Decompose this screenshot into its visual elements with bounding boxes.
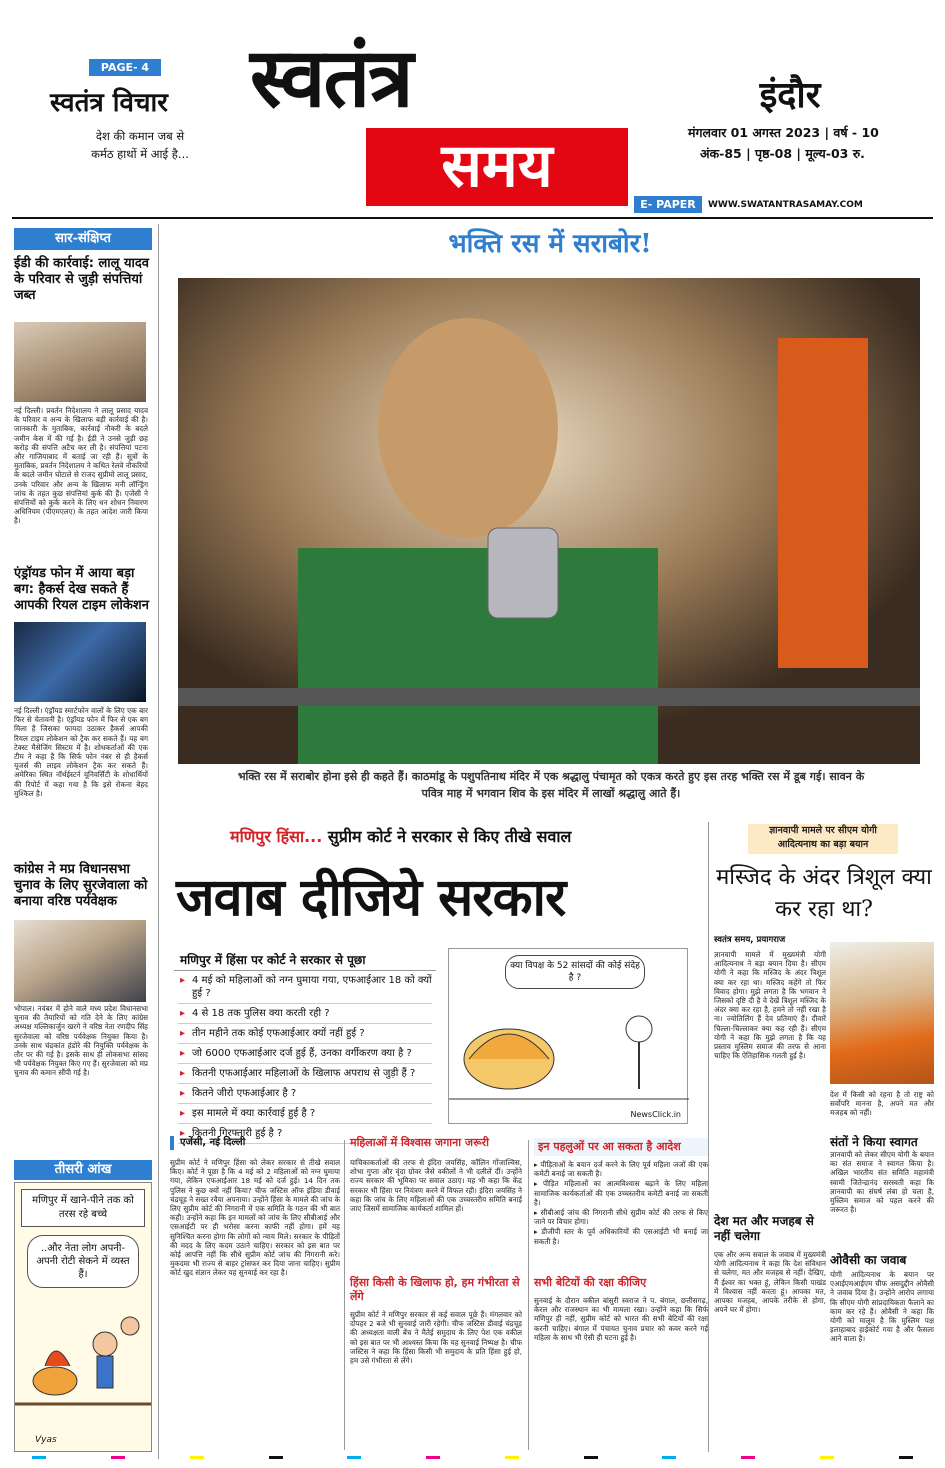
lead-kicker-red: मणिपुर हिंसा...	[230, 827, 323, 846]
cartoon-bubble: ..और नेता लोग अपनी-अपनी रोटी सेकने में व्यस्त हैं।	[27, 1235, 139, 1288]
order-item: ▸ सीबीआई जांच की निगरानी सीधे सुप्रीम कोर्ट की तरफ से किए जाने पर विचार होगा।	[534, 1208, 708, 1227]
lead-cartoon-drawing	[449, 949, 689, 1125]
lead-col-divider-1	[344, 1140, 345, 1450]
lead-cartoon-credit: NewsClick.in	[630, 1110, 681, 1119]
epaper-label[interactable]: E- PAPER	[634, 196, 702, 213]
right-col-divider	[708, 822, 709, 1452]
question-item: ▸ 4 से 18 तक पुलिस क्या करती रही ?	[178, 1004, 432, 1024]
masthead-bottom-box	[366, 128, 628, 206]
lalu-photo	[14, 322, 146, 402]
lead-col-divider-2	[528, 1140, 529, 1450]
right-col-d: ज्ञानवापी को लेकर सीएम योगी के बयान का संत समाज ने स्वागत किया है। अखिल भारतीय संत समिति महामंत्री स्वामी जितेन्द्रानंद सरस्वती कहा कि ज्ञानवापी का संघर्ष लंबा हो चला है, मुस्लिम समाज को पहल करने की जरूरत है।	[830, 1150, 934, 1215]
order-item: ▸ पीड़ित महिलाओं का आत्मविश्वास बढ़ाने के लिए महिला सामाजिक कार्यकर्ताओं की एक उच्चस्तरीय कमेटी बनाई जा सकती है।	[534, 1179, 708, 1207]
edition-city: इंदौर	[759, 74, 821, 116]
section-title: स्वतंत्र विचार	[50, 88, 168, 118]
order-item: ▸ पीड़िताओं के बयान दर्ज करने के लिए पूर्व महिला जजों की एक कमेटी बनाई जा सकती है।	[534, 1160, 708, 1179]
question-item: ▸ कितनी एफआईआर महिलाओं के खिलाफ अपराध से जुड़ी हैं ?	[178, 1064, 432, 1084]
right-col-a: ज्ञानवापी मामले में मुख्यमंत्री योगी आदित्यनाथ ने बड़ा बयान दिया है। सीएम योगी ने कहा कि मस्जिद के अंदर त्रिशूल क्या कर रहा था। मस्जिद कहेंगे तो फिर विवाद होगा। मुझे लगता है कि भगवान ने जिसको दृष्टि दी है वे देखें त्रिशूल मस्जिद के अंदर क्या कर रहा है, हमने तो नहीं रखा है ना। ज्योतिलिंग हैं देव प्रतिमाएं हैं। दीवारें चिल्ला-चिल्लाकर क्या कह रही हैं। सीएम योगी ने कहा कि मुझे लगता है कि यह प्रस्ताव मुस्लिम समाज की तरफ से आना चाहिए कि ऐतिहासिक गलती हुई है।	[714, 950, 826, 1061]
cartoon-drawing	[15, 1296, 151, 1416]
sidebar-story-2-body: नई दिल्ली। एंड्रॉयड स्मार्टफोन वालों के लिए एक बार फिर से चेतावनी है। एंड्रॉयड फोन में फिर से एक बग मिला है जिसका फायदा उठाकर हैकर्स आपकी रियल टाइम लोकेशन को ट्रैक कर सकते हैं। यह बग टेक्स्ट मैसेजिंग सिस्टम में है। शोधकर्ताओं की एक टीम ने कहा है कि सिर्फ फोन नंबर से ही हैकर्स यूजर्स की लाइव लोकेशन ट्रैक कर सकते हैं। अमेरिका स्थित नॉर्थईस्टर्न यूनिवर्सिटी के शोधार्थियों की रिपोर्ट में कहा गया है कि इसे रोकना बेहद मुश्किल है।	[14, 706, 148, 798]
cartoon-label: तीसरी आंख	[14, 1160, 152, 1180]
lead-cartoon	[448, 948, 688, 1124]
lead-kicker-rest: सुप्रीम कोर्ट ने सरकार से किए तीखे सवाल	[322, 827, 572, 846]
date-line: मंगलवार 01 अगस्त 2023 | वर्ष - 10	[688, 125, 879, 140]
right-byline: स्वतंत्र समय, प्रयागराज	[714, 935, 786, 945]
page-label: PAGE- 4	[89, 59, 161, 76]
questions-box	[174, 950, 436, 1139]
lead-photo-art	[178, 278, 920, 764]
sidebar-divider	[158, 224, 159, 1459]
cartoon-signature: Vyas	[35, 1435, 57, 1445]
right-col-b: एक और अन्य सवाल के जवाब में मुख्यमंत्री योगी आदित्यनाथ ने कहा कि देश संविधान से चलेगा, मत और मजहब से नहीं। देखिए, मैं ईश्वर का भक्त हूं, लेकिन किसी पाखंड में विश्वास नहीं करता हूं। आपका मत, आपका मजहब, आपके तरीके से होगा, अपने घर में होगा।	[714, 1250, 826, 1315]
question-item: ▸ 4 मई को महिलाओं को नग्न घुमाया गया, एफआईआर 18 को क्यों हुई ?	[178, 971, 432, 1004]
questions-list	[174, 971, 436, 1144]
cartoon-caption: मणिपुर में खाने-पीने तक को तरस रहे बच्चे	[21, 1189, 145, 1227]
photo-caption: भक्ति रस में सराबोर होना इसे ही कहते हैं। काठमांडू के पशुपतिनाथ मंदिर में एक श्रद्धालु पंचामृत को एकत्र करते हुए इस तरह भक्ति रस में डूब गई। सावन के पवित्र माह में भगवान शिव के इस मंदिर में लाखों श्रद्धालु आते हैं।	[237, 770, 865, 800]
section-sub-1: देश की कमान जब से	[95, 129, 185, 143]
photo-title: भक्ति रस में सराबोर!	[448, 229, 652, 259]
questions-title: मणिपुर में हिंसा पर कोर्ट ने सरकार से पूछा	[174, 950, 436, 971]
registration-marks	[0, 1456, 945, 1462]
question-item: ▸ जो 6000 एफआईआर दर्ज हुई हैं, उनका वर्गीकरण क्या है ?	[178, 1044, 432, 1064]
question-item: ▸ कितनी गिरफ्तारी हुई है ?	[178, 1124, 432, 1144]
sidebar-story-2-headline[interactable]: एंड्रॉयड फोन में आया बड़ा बग: हैकर्स देख सकते हैं आपकी रियल टाइम लोकेशन	[14, 566, 149, 613]
yogi-photo	[830, 942, 934, 1084]
right-subhead-1: देश मत और मजहब से नहीं चलेगा	[714, 1214, 814, 1243]
sidebar-story-1-headline[interactable]: ईडी की कार्रवाई: लालू यादव के परिवार से जुड़ी संपत्तियां जब्त	[14, 256, 150, 303]
question-item: ▸ तीन महीने तक कोई एफआईआर क्यों नहीं हुई ?	[178, 1024, 432, 1044]
lead-kicker	[230, 826, 710, 848]
sidebar-label: सार-संक्षिप्त	[14, 228, 152, 250]
lead-col-3-list	[534, 1160, 708, 1270]
lead-col-2-head: महिलाओं में विश्वास जगाना जरूरी	[350, 1136, 489, 1149]
phone-photo	[14, 622, 146, 702]
masthead-top: स्वतंत्र	[250, 30, 412, 126]
lead-col-2b: सुप्रीम कोर्ट ने मणिपुर सरकार से कई सवाल पूछे हैं। मंगलवार को दोपहर 2 बजे भी सुनवाई जारी रहेगी। चीफ जस्टिस डीवाई चंद्रचूड़ की अध्यक्षता वाली बेंच ने मैतेई समुदाय के लिए पेश एक वकील को इस बात पर भी आश्वस्त किया कि यह सुनवाई निष्पक्ष है। चीफ जस्टिस ने कहा कि हिंसा किसी भी समुदाय के प्रति हिंसा हुई हो, हम उसे गंभीरता से लेंगे।	[350, 1310, 522, 1366]
order-item: ▸ डीजीपी स्तर के पूर्व अधिकारियों की एसआईटी भी बनाई जा सकती है।	[534, 1227, 708, 1246]
masthead-bottom: समय	[441, 131, 553, 201]
sidebar-story-3-headline[interactable]: कांग्रेस ने मप्र विधानसभा चुनाव के लिए सुरजेवाला को बनाया वरिष्ठ पर्यवेक्षक	[14, 862, 148, 909]
question-item: ▸ इस मामले में क्या कार्रवाई हुई है ?	[178, 1104, 432, 1124]
lead-col-3b: सुनवाई के दौरान वकील बांसुरी स्वराज ने प. बंगाल, छत्तीसगढ़, केरल और राजस्थान का भी मामला रखा। उन्होंने कहा कि सिर्फ मणिपुर ही नहीं, सुप्रीम कोर्ट को भारत की सभी बेटियों की रक्षा करनी चाहिए। बंगाल में पंचायत चुनाव प्रचार को कवर करने गई महिला के साथ भी ऐसी ही घटना हुई है।	[534, 1296, 708, 1342]
section-sub-2: कर्मठ हाथों में आई है...	[91, 147, 189, 161]
right-col-e: योगी आदित्यनाथ के बयान पर एआईएमआईएम चीफ असदुद्दीन ओवैसी ने जवाब दिया है। उन्होंने आरोप लगाया कि सीएम योगी सांप्रदायिकता फैलाने का काम कर रहे हैं। ओवैसी ने कहा कि योगी को मालूम है कि मुस्लिम पक्ष इलाहाबाद हाईकोर्ट गया है और फैसला आने वाला है।	[830, 1270, 934, 1344]
lead-col-3-head-2: सभी बेटियों की रक्षा कीजिए	[534, 1276, 647, 1289]
lead-cartoon-bubble: क्या विपक्ष के 52 सांसदों की कोई संदेह है ?	[505, 955, 645, 989]
sidebar-story-1-body: नई दिल्ली। प्रवर्तन निदेशालय ने लालू प्रसाद यादव के परिवार व अन्य के खिलाफ बड़ी कार्रवाई की है। जानकारी के मुताबिक, कार्रवाई नौकरी के बदले जमीन केस में की गई है। ईडी ने उनसे जुड़ी छह करोड़ की संपत्ति अटैच कर ली है। संपत्तियां पटना और गाजियाबाद में बताई जा रही हैं। सूत्रों के मुताबिक, प्रवर्तन निदेशालय ने कथित रेलवे नौकरियों के बदले जमीन घोटाले से राजद सुप्रीमो लालू प्रसाद, उनके परिवार और अन्य के खिलाफ मनी लॉन्ड्रिंग जांच के तहत कुछ संपत्तियां कुर्क की हैं। एजेंसी ने संपत्तियों को कुर्क करने के लिए धन शोधन निवारण अधिनियम (पीएमएलए) के तहत आदेश जारी किया है।	[14, 406, 148, 526]
lead-col-1: सुप्रीम कोर्ट ने मणिपुर हिंसा को लेकर सरकार से तीखे सवाल किए। कोर्ट ने पूछा है कि 4 मई को 2 महिलाओं को नग्न घुमाया गया, लेकिन एफआईआर 18 मई को दर्ज हुई। 14 दिन तक पुलिस ने कुछ क्यों नहीं किया? चीफ जस्टिस ऑफ इंडिया डीवाई चंद्रचूड़ ने सख्त रवैया अपनाया। उन्होंने हिंसा के मामले की जांच के लिए सुप्रीम कोर्ट की निगरानी में एक समिति के गठन की भी बात कही। उन्होंने कहा कि इन मामलों को जांच के लिए सीबीआई और एसआईटी पर ही भरोसा करना काफी नहीं होगा। हमें यह सुनिश्चित करना होगा कि लोगों को न्याय मिले। सरकार के पीड़ितों की मदद के लिए कदम उठाने चाहिए। सरकार को इस बात पर कोई आपत्ति नहीं कि सीधे सुप्रीम कोर्ट जांच की निगरानी करे। मुकदमा भी राज्य से बाहर ट्रांसफर कर दिया जाना चाहिए। सुप्रीम कोर्ट खुद संज्ञान लेकर यह सुनवाई कर रहा है।	[170, 1158, 340, 1278]
sidebar-cartoon	[14, 1182, 152, 1452]
right-kicker-2: आदित्यनाथ का बड़ा बयान	[777, 839, 869, 850]
right-col-c: देश में किसी को रहना है तो राष्ट्र को सर्वोपरि मानना है, अपने मत और मजहब को नहीं।	[830, 1090, 934, 1118]
lead-col-2-head-2: हिंसा किसी के खिलाफ हो, हम गंभीरता से लेंगे	[350, 1276, 520, 1303]
sidebar-story-3-body: भोपाल। नवंबर में होने वाले मध्य प्रदेश विधानसभा चुनाव की तैयारियों को गति देने के लिए कांग्रेस अध्यक्ष मल्लिकार्जुन खरगे ने वरिष्ठ नेता रणदीप सिंह सुरजेवाला को वरिष्ठ पर्यवेक्षक नियुक्त किया है। उनके साथ चंद्रकांत हंडोरे की नियुक्ति पर्यवेक्षक के तौर पर की गई है। इसके साथ ही लोकसभा सांसद भी पर्यवेक्षक नियुक्त किए गए हैं। सुरजेवाला को मप्र चुनाव की कमान सौंपी गई है।	[14, 1004, 148, 1078]
issue-line: अंक-85 | पृष्ठ-08 | मूल्य-03 रु.	[700, 146, 865, 161]
surjewala-photo	[14, 920, 146, 1002]
lead-headline[interactable]: जवाब दीजिये सरकार	[176, 867, 566, 928]
question-item: ▸ कितने जीरो एफआईआर है ?	[178, 1084, 432, 1104]
header-rule	[12, 217, 933, 219]
right-headline[interactable]: मस्जिद के अंदर त्रिशूल क्या कर रहा था?	[716, 865, 932, 922]
website-link[interactable]: WWW.SWATANTRASAMAY.COM	[708, 200, 863, 210]
lead-photo	[178, 278, 920, 764]
right-subhead-2: संतों ने किया स्वागत	[830, 1135, 918, 1149]
right-kicker-box	[748, 824, 898, 854]
lead-col-2: याचिकाकर्ताओं की तरफ से इंदिरा जयसिंह, कॉलिन गोंजाल्विस, शोभा गुप्ता और वृंदा ग्रोवर जैसे वकीलों ने भी दलीलें दीं। उन्होंने राज्य सरकार की भूमिका पर सवाल उठाए। यह भी कहा कि केंद्र सरकार भी हिंसा पर नियंत्रण करने में विफल रही। इंदिरा जयसिंह ने कहा कि जांच के लिए महिलाओं की एक उच्चस्तरीय समिति बनाई जाए जिसमें सामाजिक कार्यकर्ता शामिल हों।	[350, 1158, 522, 1214]
right-kicker-1: ज्ञानवापी मामले पर सीएम योगी	[769, 825, 877, 836]
right-subhead-3: ओवैसी का जवाब	[830, 1253, 907, 1267]
lead-byline: एजेंसी, नई दिल्ली	[170, 1136, 340, 1150]
lead-col-3-head: इन पहलुओं पर आ सकता है आदेश	[534, 1138, 708, 1156]
